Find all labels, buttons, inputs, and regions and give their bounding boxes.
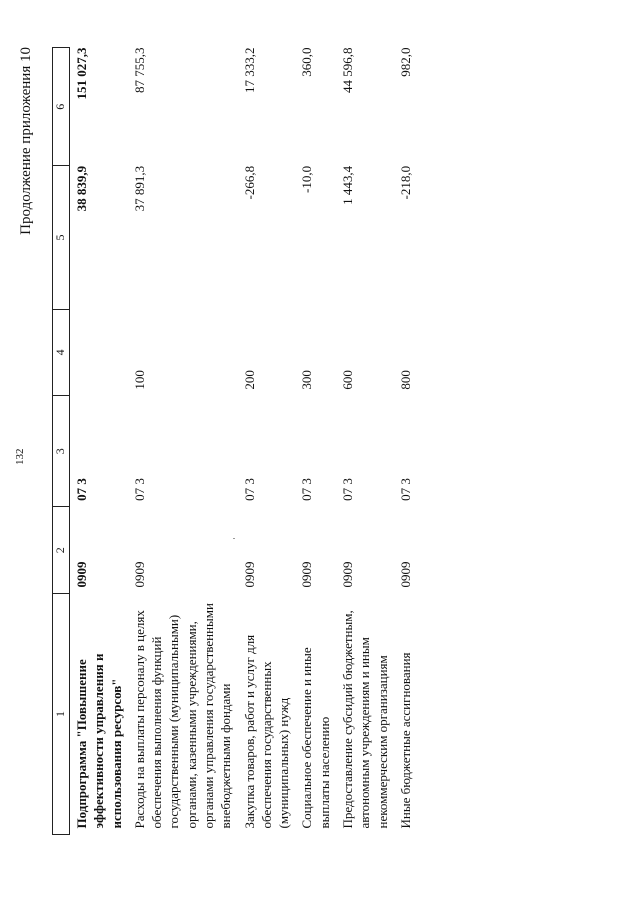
row-section-code: 0909 bbox=[241, 561, 257, 588]
table-row bbox=[238, 48, 296, 835]
row-change-amount: 38 839,9 bbox=[74, 165, 89, 212]
row-target-code: 07 3 bbox=[339, 478, 355, 501]
row-name: Закупка товаров, работ и услуг для обеспечения государственных (муниципальных) нужд bbox=[241, 634, 292, 829]
row-section-code: 0909 bbox=[397, 561, 413, 588]
row-section-code: 0909 bbox=[131, 561, 147, 588]
row-change-amount: 1 443,4 bbox=[339, 165, 355, 205]
row-total-amount: 360,0 bbox=[299, 47, 315, 77]
row-expense-type: 600 bbox=[339, 370, 355, 390]
column-header-2: 2 bbox=[53, 507, 70, 594]
column-header-4: 4 bbox=[53, 309, 70, 396]
column-number-row bbox=[53, 48, 70, 835]
appendix-continuation-note: Продолжение приложения 10 bbox=[18, 47, 34, 235]
row-expense-type: 300 bbox=[299, 370, 315, 390]
row-target-code: 07 3 bbox=[74, 478, 89, 501]
row-name: Подпрограмма "Повышение эффективности управления и использования ресурсов" bbox=[74, 653, 124, 829]
column-header-1: 1 bbox=[53, 593, 70, 834]
table-row bbox=[70, 48, 128, 835]
budget-table bbox=[52, 47, 417, 835]
row-name: Иные бюджетные ассигнования bbox=[397, 652, 413, 829]
row-target-code: 07 3 bbox=[241, 478, 257, 501]
row-total-amount: 982,0 bbox=[397, 47, 413, 77]
row-total-amount: 17 333,2 bbox=[241, 47, 257, 93]
row-section-code: 0909 bbox=[339, 561, 355, 588]
table-row bbox=[295, 48, 336, 835]
column-header-3: 3 bbox=[53, 396, 70, 507]
row-name: Социальное обеспечение и иные выплаты населению bbox=[299, 647, 332, 829]
row-expense-type: 800 bbox=[397, 370, 413, 390]
row-expense-type bbox=[70, 309, 128, 396]
row-expense-type: 200 bbox=[241, 370, 257, 390]
row-target-code: 07 3 bbox=[299, 478, 315, 501]
row-section-code: 0909 bbox=[299, 561, 315, 588]
table-row bbox=[336, 48, 394, 835]
row-change-amount: -266,8 bbox=[241, 165, 257, 200]
row-total-amount: 87 755,3 bbox=[131, 47, 147, 93]
row-target-code: 07 3 bbox=[397, 478, 413, 501]
scan-speck bbox=[233, 538, 235, 539]
row-total-amount: 44 596,8 bbox=[339, 47, 355, 93]
row-name: Расходы на выплаты персоналу в целях обеспечения выполнения функций государственными (муниципальными) органами, казенными учреждениями, органами управления государственными внебюджетными фондами bbox=[131, 603, 234, 829]
row-name: Предоставление субсидий бюджетным, автономным учреждениям и иным некоммерческим организациям bbox=[339, 610, 390, 829]
page-number: 132 bbox=[14, 448, 26, 465]
row-change-amount: 37 891,3 bbox=[131, 165, 147, 212]
row-change-amount: -10,0 bbox=[299, 165, 315, 193]
row-section-code: 0909 bbox=[74, 561, 89, 588]
row-total-amount: 151 027,3 bbox=[74, 47, 89, 100]
row-change-amount: -218,0 bbox=[397, 165, 413, 200]
row-target-code: 07 3 bbox=[131, 478, 147, 501]
table-row bbox=[128, 48, 238, 835]
table-row bbox=[394, 48, 417, 835]
column-header-5: 5 bbox=[53, 166, 70, 309]
row-expense-type: 100 bbox=[131, 370, 147, 390]
column-header-6: 6 bbox=[53, 48, 70, 166]
